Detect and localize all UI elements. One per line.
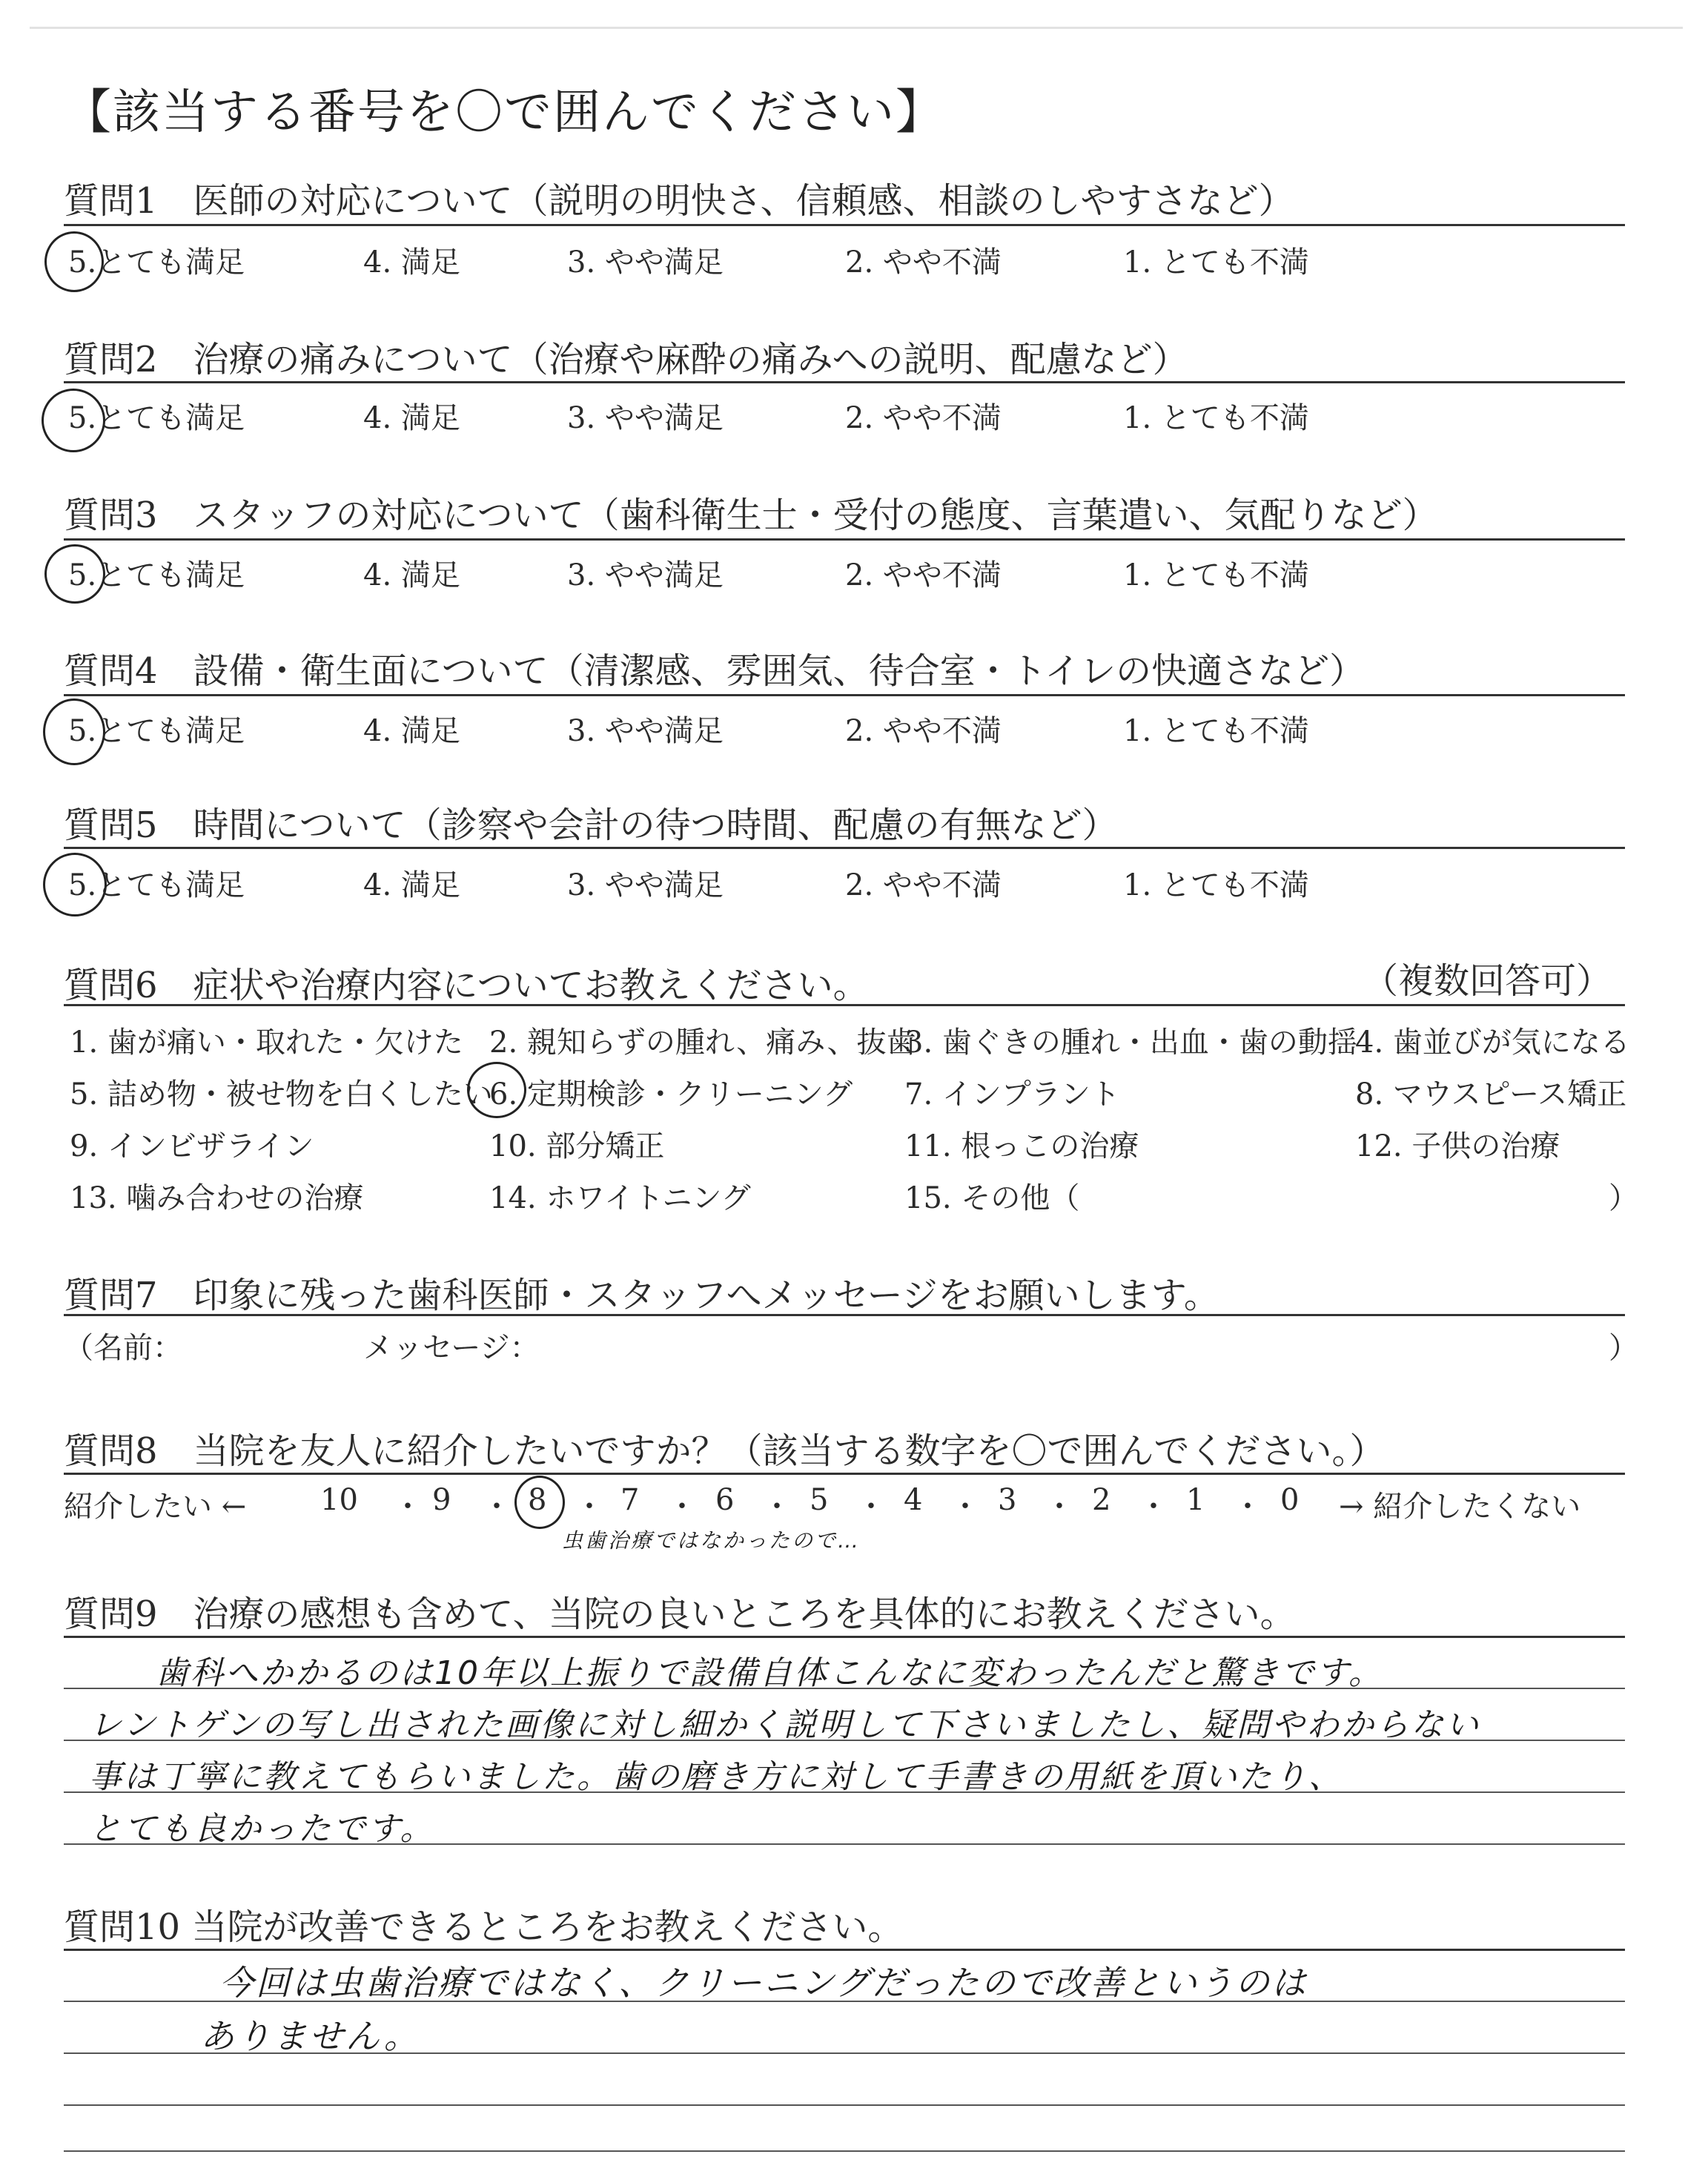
- q1-option-4[interactable]: 4. 満足: [363, 245, 460, 280]
- q8-scale-dot: ・: [667, 1490, 697, 1524]
- q8-scale-8[interactable]: 8: [528, 1483, 547, 1517]
- question-5-title: 質問5 時間について（診察や会計の待つ時間、配慮の有無など）: [64, 805, 1118, 846]
- q6-option-5[interactable]: 5. 詰め物・被せ物を白くしたい: [70, 1077, 493, 1112]
- question-3-rule: [64, 538, 1625, 541]
- q4-option-1[interactable]: 1. とても不満: [1123, 714, 1309, 748]
- q8-scale-dot: ・: [1045, 1490, 1074, 1524]
- q6-option-6[interactable]: 6. 定期検診・クリーニング: [489, 1077, 853, 1112]
- q10-answer-line: [64, 2104, 1625, 2106]
- question-7-rule: [64, 1314, 1625, 1316]
- form-header: 【該当する番号を〇で囲んでください】: [64, 85, 944, 140]
- q4-option-5[interactable]: 5.とても満足: [68, 714, 245, 748]
- question-2-title: 質問2 治療の痛みについて（治療や麻酔の痛みへの説明、配慮など）: [64, 339, 1188, 380]
- q4-option-3[interactable]: 3. やや満足: [567, 714, 724, 748]
- q8-answer-circle: [514, 1476, 565, 1529]
- q3-answer-circle: [44, 544, 105, 604]
- top-border: [30, 27, 1683, 29]
- q1-option-5[interactable]: 5.とても満足: [68, 245, 245, 280]
- q6-option-10[interactable]: 10. 部分矯正: [489, 1129, 665, 1163]
- q6-option-1[interactable]: 1. 歯が痛い・取れた・欠けた: [70, 1025, 463, 1060]
- q9-handwritten-line-1: 歯科へかかるのは10年以上振りで設備自体こんなに変わったんだと驚きです。: [156, 1654, 1384, 1692]
- q5-answer-circle: [43, 853, 107, 916]
- q6-option-13[interactable]: 13. 噛み合わせの治療: [70, 1181, 364, 1215]
- q6-answer-circle: [467, 1062, 526, 1118]
- q1-option-3[interactable]: 3. やや満足: [567, 245, 724, 280]
- q9-handwritten-line-3: 事は丁寧に教えてもらいました。歯の磨き方に対して手書きの用紙を頂いたり、: [89, 1758, 1343, 1796]
- q8-scale-6[interactable]: 6: [715, 1483, 735, 1517]
- q8-scale-dot: ・: [762, 1490, 792, 1524]
- q6-option-7[interactable]: 7. インプラント: [904, 1077, 1120, 1112]
- q10-handwritten-line-2: ありません。: [200, 2016, 420, 2056]
- q8-scale-3[interactable]: 3: [998, 1483, 1017, 1517]
- q8-scale-dot: ・: [950, 1490, 980, 1524]
- q8-scale-5[interactable]: 5: [810, 1483, 829, 1517]
- q3-option-4[interactable]: 4. 満足: [363, 558, 460, 592]
- q6-option-15[interactable]: 15. その他（: [904, 1181, 1080, 1215]
- q1-answer-circle: [44, 231, 104, 292]
- q7-close-paren: ）: [1609, 1331, 1638, 1365]
- q8-handwritten-note: 虫歯治療ではなかったので…: [562, 1528, 861, 1553]
- q2-option-2[interactable]: 2. やや不満: [845, 401, 1002, 435]
- q5-option-1[interactable]: 1. とても不満: [1123, 868, 1309, 902]
- question-2-rule: [64, 381, 1625, 383]
- q6-option-4[interactable]: 4. 歯並びが気になる: [1355, 1025, 1630, 1060]
- question-6-rule: [64, 1004, 1625, 1006]
- q8-scale-1[interactable]: 1: [1186, 1483, 1205, 1517]
- q6-option-8[interactable]: 8. マウスピース矯正: [1355, 1077, 1627, 1112]
- q7-message-label: メッセージ：: [363, 1331, 540, 1365]
- question-1-rule: [64, 224, 1625, 226]
- q4-option-2[interactable]: 2. やや不満: [845, 714, 1002, 748]
- question-4-title: 質問4 設備・衛生面について（清潔感、雰囲気、待合室・トイレの快適さなど）: [64, 650, 1366, 692]
- q6-other-close-paren: ）: [1609, 1181, 1638, 1215]
- q8-scale-dot: ・: [1139, 1490, 1168, 1524]
- q3-option-1[interactable]: 1. とても不満: [1123, 558, 1309, 592]
- q1-option-1[interactable]: 1. とても不満: [1123, 245, 1309, 280]
- q5-option-3[interactable]: 3. やや満足: [567, 868, 724, 902]
- q7-name-label: （名前：: [64, 1331, 182, 1365]
- question-1-title: 質問1 医師の対応について（説明の明快さ、信頼感、相談のしやすさなど）: [64, 180, 1294, 222]
- question-3-title: 質問3 スタッフの対応について（歯科衛生士・受付の態度、言葉遣い、気配りなど）: [64, 495, 1438, 536]
- q1-option-2[interactable]: 2. やや不満: [845, 245, 1002, 280]
- q5-option-2[interactable]: 2. やや不満: [845, 868, 1002, 902]
- q6-option-11[interactable]: 11. 根っこの治療: [904, 1129, 1139, 1163]
- q2-option-4[interactable]: 4. 満足: [363, 401, 460, 435]
- q8-scale-0[interactable]: 0: [1280, 1483, 1300, 1517]
- q8-right-label: → 紹介したくない: [1339, 1490, 1581, 1524]
- q10-answer-line: [64, 2150, 1625, 2152]
- q6-option-3[interactable]: 3. 歯ぐきの腫れ・出血・歯の動揺: [904, 1025, 1357, 1060]
- question-8-rule: [64, 1473, 1625, 1475]
- q4-answer-circle: [43, 698, 105, 765]
- q8-scale-dot: ・: [393, 1490, 423, 1524]
- q4-option-4[interactable]: 4. 満足: [363, 714, 460, 748]
- q10-handwritten-line-1: 今回は虫歯治療ではなく、クリーニングだったので改善というのは: [219, 1963, 1308, 2003]
- q8-scale-dot: ・: [856, 1490, 886, 1524]
- q8-scale-9[interactable]: 9: [432, 1483, 451, 1517]
- q3-option-5[interactable]: 5.とても満足: [68, 558, 245, 592]
- question-6-title: 質問6 症状や治療内容についてお教えください。: [64, 965, 869, 1006]
- q6-option-14[interactable]: 14. ホワイトニング: [489, 1181, 751, 1215]
- q2-option-3[interactable]: 3. やや満足: [567, 401, 724, 435]
- question-9-title: 質問9 治療の感想も含めて、当院の良いところを具体的にお教えください。: [64, 1593, 1296, 1635]
- q2-option-1[interactable]: 1. とても不満: [1123, 401, 1309, 435]
- q8-scale-dot: ・: [1233, 1490, 1262, 1524]
- q8-scale-4[interactable]: 4: [904, 1483, 923, 1517]
- q3-option-3[interactable]: 3. やや満足: [567, 558, 724, 592]
- q5-option-5[interactable]: 5.とても満足: [68, 868, 245, 902]
- q8-scale-2[interactable]: 2: [1092, 1483, 1111, 1517]
- q6-option-12[interactable]: 12. 子供の治療: [1355, 1129, 1560, 1163]
- q8-left-label: 紹介したい ←: [64, 1490, 247, 1524]
- q2-answer-circle: [42, 389, 105, 452]
- q5-option-4[interactable]: 4. 満足: [363, 868, 460, 902]
- question-10-title: 質問10 当院が改善できるところをお教えください。: [64, 1906, 904, 1948]
- q9-handwritten-line-4: とても良かったです。: [89, 1810, 435, 1848]
- question-5-rule: [64, 847, 1625, 849]
- q6-option-2[interactable]: 2. 親知らずの腫れ、痛み、抜歯: [489, 1025, 916, 1060]
- q3-option-2[interactable]: 2. やや不満: [845, 558, 1002, 592]
- q8-scale-10[interactable]: 10: [320, 1483, 358, 1517]
- q2-option-5[interactable]: 5.とても満足: [68, 401, 245, 435]
- q8-scale-dot: ・: [482, 1490, 512, 1524]
- q8-scale-dot: ・: [575, 1490, 604, 1524]
- question-8-title: 質問8 当院を友人に紹介したいですか？（該当する数字を〇で囲んでください。）: [64, 1430, 1386, 1472]
- q8-scale-7[interactable]: 7: [620, 1483, 640, 1517]
- question-7-title: 質問7 印象に残った歯科医師・スタッフへメッセージをお願いします。: [64, 1275, 1219, 1316]
- question-9-rule: [64, 1636, 1625, 1638]
- question-6-note: （複数回答可）: [1363, 960, 1612, 1002]
- question-10-rule: [64, 1949, 1625, 1951]
- q9-handwritten-line-2: レントゲンの写し出された画像に対し細かく説明して下さいましたし、疑問やわからない: [89, 1706, 1481, 1744]
- question-4-rule: [64, 694, 1625, 696]
- q6-option-9[interactable]: 9. インビザライン: [70, 1129, 314, 1163]
